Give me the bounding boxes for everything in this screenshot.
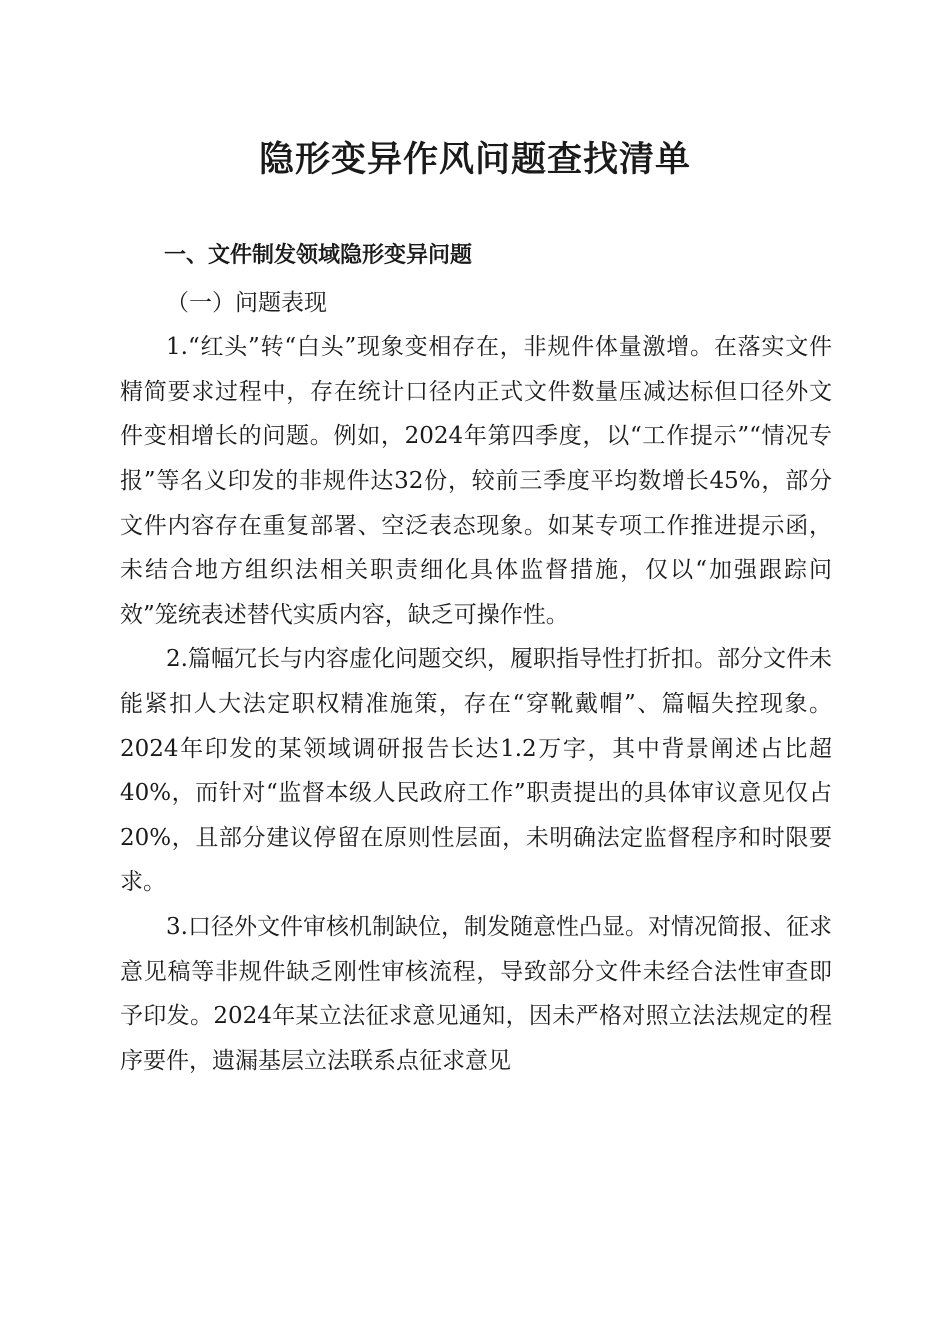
- section-heading: 一、文件制发领域隐形变异问题: [164, 243, 473, 268]
- document-body: [120, 228, 832, 1083]
- paragraph-1: 1.“红头”转“白头”现象变相存在，非规件体量激增。在落实文件精简要求过程中，存在统计口径内正式文件数量压减达标但口径外文件变相增长的问题。例如，2024年第四季度，以“工作提示”“情况专报”等名义印发的非规件达32份，较前三季度平均数增长45%，部分文件内容存在重复部署、空泛表态现象。如某专项工作推进提示函，未结合地方组织法相关职责细化具体监督措施，仅以“加强跟踪问效”笼统表述替代实质内容，缺乏可操作性。: [120, 334, 832, 628]
- subsection-heading: （一）问题表现: [166, 289, 327, 316]
- paragraph-3: 3.口径外文件审核机制缺位，制发随意性凸显。对情况简报、征求意见稿等非规件缺乏刚性审核流程，导致部分文件未经合法性审查即予印发。2024年某立法征求意见通知，因未严格对照立法法规定的程序要件，遗漏基层立法联系点征求意见: [120, 913, 832, 1074]
- paragraph-2: 2.篇幅冗长与内容虚化问题交织，履职指导性打折扣。部分文件未能紧扣人大法定职权精准施策，存在“穿靴戴帽”、篇幅失控现象。2024年印发的某领域调研报告长达1.2万字，其中背景阐述占比超40%，而针对“监督本级人民政府工作”职责提出的具体审议意见仅占20%，且部分建议停留在原则性层面，未明确法定监督程序和时限要求。: [120, 646, 832, 896]
- document-title: 隐形变异作风问题查找清单: [258, 139, 691, 180]
